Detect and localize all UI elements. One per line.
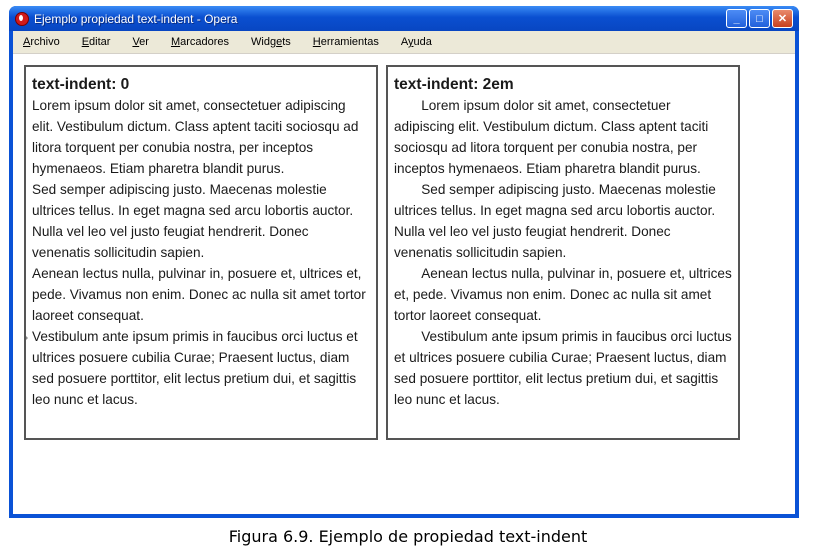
paragraph: Sed semper adipiscing justo. Maecenas molestie ultrices tellus. In eget magna sed arcu lobortis auctor. Nulla vel leo vel justo feugiat hendrerit. Donec venenatis sollicitudin sapien.	[394, 182, 716, 260]
menu-label: er	[139, 36, 149, 48]
opera-logo-icon	[15, 12, 29, 26]
window-controls	[726, 9, 793, 28]
paragraph: Lorem ipsum dolor sit amet, consectetuer adipiscing elit. Vestibulum dictum. Class aptent taciti sociosqu ad litora torquent per conubia nostra, per inceptos hymenaeos. Etiam pharetra blandit purus.	[394, 98, 709, 176]
menu-ver[interactable]	[132, 36, 149, 48]
panel-heading: text-indent: 2em	[394, 76, 514, 93]
menu-archivo[interactable]	[23, 36, 60, 48]
menu-label: ditar	[89, 36, 111, 48]
maximize-button[interactable]: □	[749, 9, 770, 28]
menu-accel: M	[170, 36, 181, 48]
paragraph: Vestibulum ante ipsum primis in faucibus orci luctus et ultrices posuere cubilia Curae; Praesent luctus, diam sed posuere porttitor, elit lectus pretium dui, et sagittis leo nunc et lacus.	[394, 329, 732, 407]
menu-accel: y	[407, 36, 414, 48]
menu-herramientas[interactable]	[313, 36, 379, 48]
paragraph: Aenean lectus nulla, pulvinar in, posuere et, ultrices et, pede. Vivamus non enim. Donec ac nulla sit amet tortor laoreet consequat.	[394, 266, 732, 323]
menu-label: A	[400, 36, 408, 48]
panel-indent-0	[24, 65, 378, 440]
browser-window	[9, 6, 799, 518]
close-button[interactable]: ✕	[772, 9, 793, 28]
window-title: Ejemplo propiedad text-indent - Opera	[34, 11, 238, 26]
menu-label: ts	[282, 36, 291, 48]
page-viewport	[13, 54, 795, 514]
menu-label: Widg	[251, 36, 277, 48]
menu-accel: A	[23, 36, 31, 48]
panel-indent-2em	[386, 65, 740, 440]
figure-caption: Figura 6.9. Ejemplo de propiedad text-indent	[228, 527, 588, 546]
menu-marcadores[interactable]	[171, 36, 229, 48]
menu-label: rchivo	[30, 36, 60, 48]
menu-accel: V	[132, 36, 140, 48]
paragraph: Vestibulum ante ipsum primis in faucibus orci luctus et ultrices posuere cubilia Curae; Praesent luctus, diam sed posuere porttitor, elit lectus pretium dui, et sagittis leo nunc et lacus.	[32, 329, 358, 407]
paragraph: Lorem ipsum dolor sit amet, consectetuer adipiscing elit. Vestibulum dictum. Class aptent taciti sociosqu ad litora torquent per conubia nostra, per inceptos hymenaeos. Etiam pharetra blandit purus.	[32, 98, 359, 176]
menu-label: uda	[413, 36, 432, 48]
menu-editar[interactable]	[82, 36, 111, 48]
panel-heading: text-indent: 0	[32, 76, 130, 93]
menu-bar	[13, 31, 795, 54]
menu-accel: H	[312, 36, 321, 48]
menu-label: erramientas	[320, 36, 379, 48]
title-bar[interactable]	[9, 6, 799, 31]
paragraph: Aenean lectus nulla, pulvinar in, posuere et, ultrices et, pede. Vivamus non enim. Donec ac nulla sit amet tortor laoreet consequat.	[32, 266, 366, 323]
paragraph: Sed semper adipiscing justo. Maecenas molestie ultrices tellus. In eget magna sed arcu lobortis auctor. Nulla vel leo vel justo feugiat hendrerit. Donec venenatis sollicitudin sapien.	[32, 182, 354, 260]
minimize-button[interactable]: _	[726, 9, 747, 28]
menu-ayuda[interactable]	[401, 36, 432, 48]
menu-accel: e	[276, 36, 283, 48]
menu-label: arcadores	[180, 36, 230, 48]
menu-accel: E	[81, 36, 90, 48]
menu-widgets[interactable]	[251, 36, 291, 48]
